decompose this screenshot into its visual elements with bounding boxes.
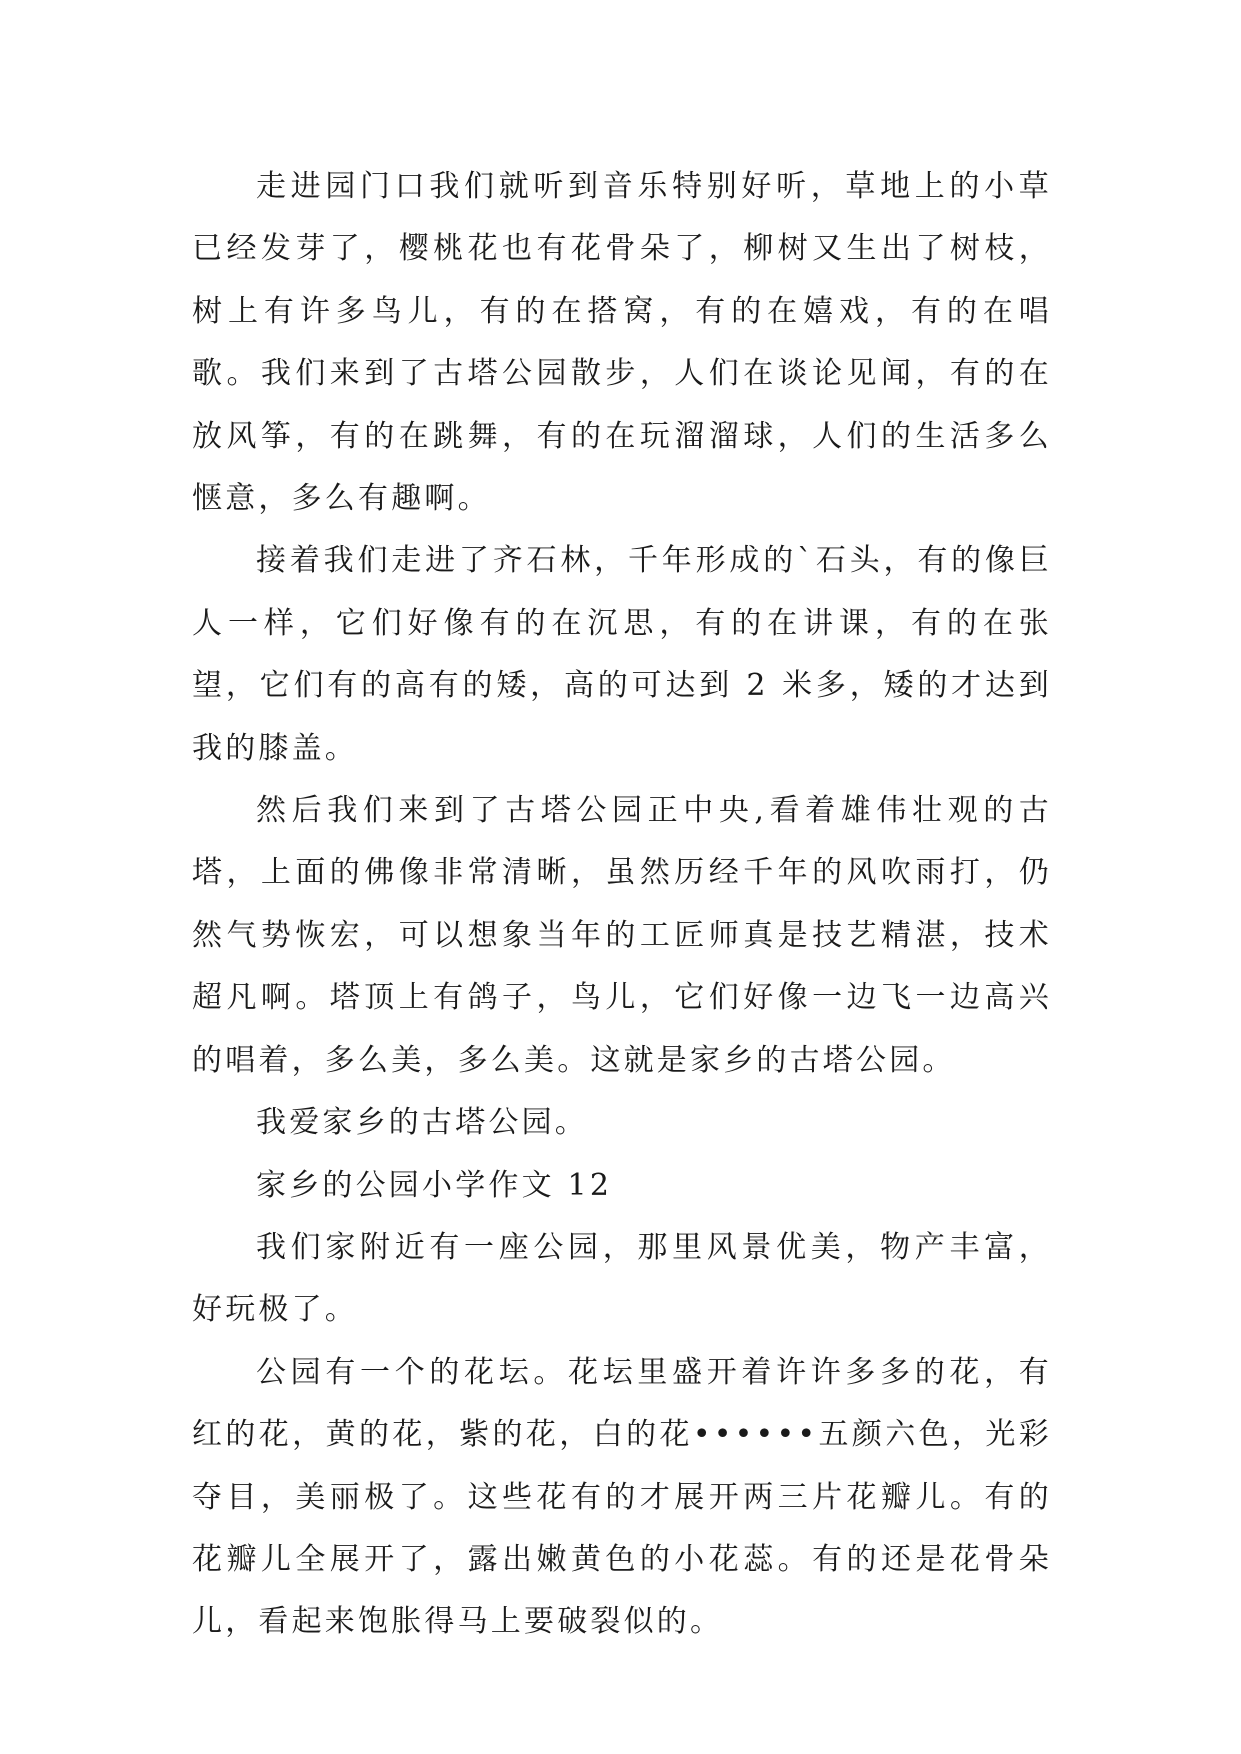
paragraph-ancient-pagoda: 然后我们来到了古塔公园正中央,看着雄伟壮观的古塔，上面的佛像非常清晰，虽然历经千年的风吹雨打，仍然气势恢宏，可以想象当年的工匠师真是技艺精湛，技术超凡啊。塔顶上有鸽子，鸟儿，它们好像一边飞一边高兴的唱着，多么美，多么美。这就是家乡的古塔公园。	[192, 793, 1052, 1078]
paragraph-love-park: 我爱家乡的古塔公园。	[256, 1105, 588, 1141]
paragraph-stone-forest: 接着我们走进了齐石林，千年形成的`石头，有的像巨人一样，它们好像有的在沉思，有的在讲课，有的在张望，它们有的高有的矮，高的可达到 2 米多，矮的才达到我的膝盖。	[192, 543, 1052, 766]
essay-title: 家乡的公园小学作文 12	[256, 1167, 613, 1203]
paragraph-nearby-park: 我们家附近有一座公园，那里风景优美，物产丰富，好玩极了。	[192, 1229, 1052, 1328]
document-body	[192, 156, 1052, 1654]
paragraph-flower-bed: 公园有一个的花坛。花坛里盛开着许许多多的花，有红的花，黄的花，紫的花，白的花••••••五颜六色，光彩夺目，美丽极了。这些花有的才展开两三片花瓣儿。有的花瓣儿全展开了，露出嫩黄色的小花蕊。有的还是花骨朵儿，看起来饱胀得马上要破裂似的。	[192, 1354, 1052, 1640]
paragraph-park-entrance: 走进园门口我们就听到音乐特别好听，草地上的小草已经发芽了，樱桃花也有花骨朵了，柳树又生出了树枝，树上有许多鸟儿，有的在搭窝，有的在嬉戏，有的在唱歌。我们来到了古塔公园散步，人们在谈论见闻，有的在放风筝，有的在跳舞，有的在玩溜溜球，人们的生活多么惬意，多么有趣啊。	[192, 169, 1052, 517]
